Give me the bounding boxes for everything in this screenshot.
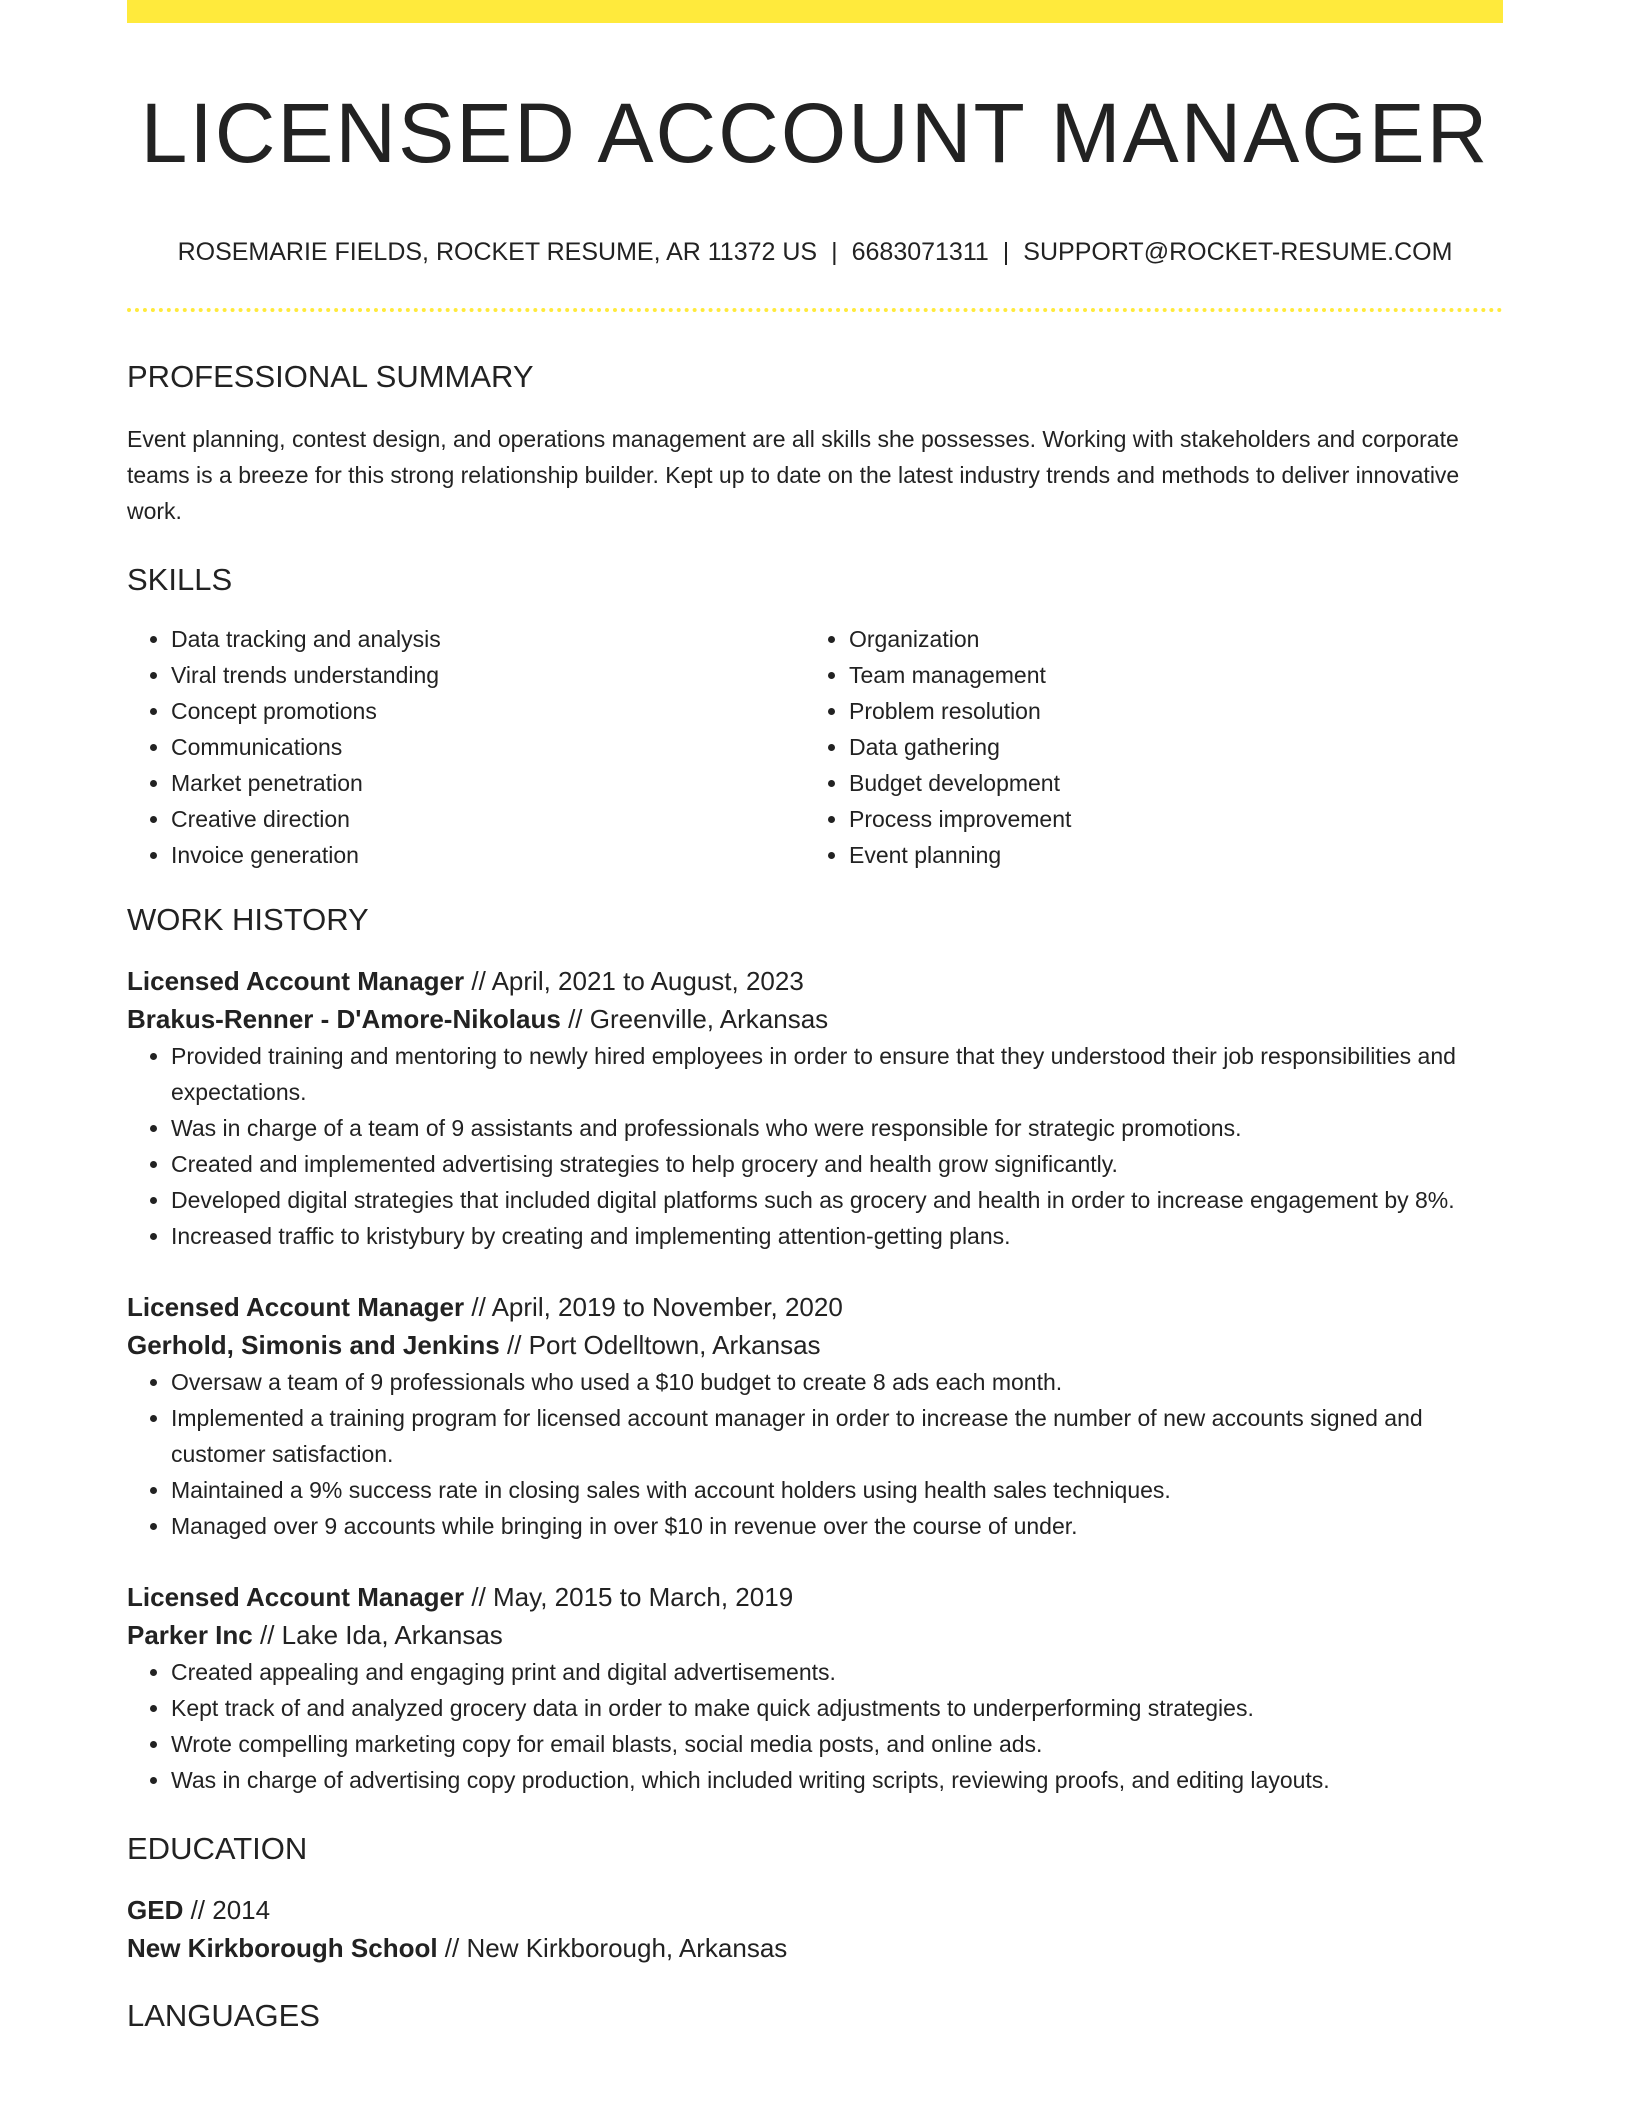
contact-address: ROSEMARIE FIELDS, ROCKET RESUME, AR 11372 US	[177, 237, 818, 266]
resume-page	[127, 0, 1503, 2034]
job-bullets	[127, 1038, 1503, 1254]
job-dates: // April, 2021 to August, 2023	[464, 965, 804, 996]
job-dates: // May, 2015 to March, 2019	[464, 1581, 794, 1612]
summary-text: Event planning, contest design, and operations management are all skills she possesses. Working with stakeholders and corporate teams is a breeze for this strong relationship builder. Kept up to date on the latest industry trends and methods to deliver innovative work.	[127, 426, 1460, 525]
contact-separator: |	[1002, 237, 1010, 266]
job-company-line	[127, 1000, 1503, 1038]
job-location: // Port Odelltown, Arkansas	[499, 1329, 821, 1360]
job-bullets	[127, 1364, 1503, 1544]
summary-heading: PROFESSIONAL SUMMARY	[127, 359, 534, 395]
job-dates: // April, 2019 to November, 2020	[464, 1291, 843, 1322]
job-title: Licensed Account Manager	[127, 965, 465, 996]
education-year: // 2014	[183, 1895, 271, 1926]
education-degree: GED	[127, 1895, 184, 1926]
dotted-divider	[127, 308, 1503, 312]
languages-heading: LANGUAGES	[127, 1998, 320, 2034]
contact-phone: 6683071311	[851, 237, 989, 266]
job-title: Licensed Account Manager	[127, 1291, 465, 1322]
job-company: Gerhold, Simonis and Jenkins	[127, 1329, 500, 1360]
list-item: • Communications	[171, 729, 805, 765]
job-entry	[127, 1288, 1503, 1544]
list-item: • Invoice generation	[171, 837, 805, 873]
list-item: • Concept promotions	[171, 693, 805, 729]
job-company: Brakus-Renner - D'Amore-Nikolaus	[127, 1003, 561, 1034]
job-location: // Greenville, Arkansas	[560, 1003, 829, 1034]
education-location: // New Kirkborough, Arkansas	[437, 1933, 788, 1964]
contact-info	[127, 236, 1503, 269]
list-item: • Viral trends understanding	[171, 657, 805, 693]
list-item: • Wrote compelling marketing copy for email blasts, social media posts, and online ads.	[171, 1726, 1503, 1762]
list-item: • Budget development	[849, 765, 1483, 801]
job-bullets	[127, 1654, 1503, 1798]
skills-grid	[127, 621, 1503, 873]
job-location: // Lake Ida, Arkansas	[252, 1619, 503, 1650]
list-item: • Created and implemented advertising strategies to help grocery and health grow significantly.	[171, 1146, 1503, 1182]
list-item: • Problem resolution	[849, 693, 1483, 729]
skills-list-left	[127, 621, 805, 873]
job-entry	[127, 962, 1503, 1254]
education-degree-line	[127, 1891, 1503, 1929]
skills-heading: SKILLS	[127, 562, 233, 598]
list-item: • Oversaw a team of 9 professionals who used a $10 budget to create 8 ads each month.	[171, 1364, 1503, 1400]
contact-separator: |	[831, 237, 838, 266]
skills-list-right	[805, 621, 1483, 873]
list-item: • Implemented a training program for licensed account manager in order to increase the number of new accounts signed and customer satisfaction.	[171, 1400, 1503, 1472]
job-title-line	[127, 962, 1503, 1000]
list-item: • Event planning	[849, 837, 1483, 873]
education-heading: EDUCATION	[127, 1830, 308, 1866]
education-entry	[127, 1891, 1503, 1967]
list-item: • Created appealing and engaging print and digital advertisements.	[171, 1654, 1503, 1690]
work-history-list	[127, 962, 1503, 1798]
list-item: • Maintained a 9% success rate in closing sales with account holders using health sales techniques.	[171, 1472, 1503, 1508]
list-item: • Creative direction	[171, 801, 805, 837]
list-item: • Was in charge of a team of 9 assistants and professionals who were responsible for strategic promotions.	[171, 1110, 1503, 1146]
list-item: • Was in charge of advertising copy production, which included writing scripts, reviewing proofs, and editing layouts.	[171, 1762, 1503, 1798]
education-school: New Kirkborough School	[127, 1933, 438, 1964]
job-company-line	[127, 1326, 1503, 1364]
job-title-line	[127, 1288, 1503, 1326]
job-company-line	[127, 1616, 1503, 1654]
job-title: Licensed Account Manager	[127, 1581, 465, 1612]
job-title-line	[127, 1578, 1503, 1616]
list-item: • Market penetration	[171, 765, 805, 801]
work-history-heading: WORK HISTORY	[127, 901, 369, 937]
resume-title: LICENSED ACCOUNT MANAGER	[140, 86, 1490, 180]
list-item: • Developed digital strategies that included digital platforms such as grocery and health in order to increase engagement by 8%.	[171, 1182, 1503, 1218]
list-item: • Provided training and mentoring to newly hired employees in order to ensure that they understood their job responsibilities and expectations.	[171, 1038, 1503, 1110]
job-entry	[127, 1578, 1503, 1798]
list-item: • Organization	[849, 621, 1483, 657]
job-company: Parker Inc	[127, 1619, 253, 1650]
list-item: • Data gathering	[849, 729, 1483, 765]
list-item: • Managed over 9 accounts while bringing in over $10 in revenue over the course of under.	[171, 1508, 1503, 1544]
contact-email: SUPPORT@ROCKET-RESUME.COM	[1023, 237, 1453, 266]
list-item: • Kept track of and analyzed grocery data in order to make quick adjustments to underperforming strategies.	[171, 1690, 1503, 1726]
list-item: • Team management	[849, 657, 1483, 693]
accent-top-bar	[127, 0, 1503, 23]
list-item: • Increased traffic to kristybury by creating and implementing attention-getting plans.	[171, 1218, 1503, 1254]
education-school-line	[127, 1929, 1503, 1967]
list-item: • Data tracking and analysis	[171, 621, 805, 657]
list-item: • Process improvement	[849, 801, 1483, 837]
